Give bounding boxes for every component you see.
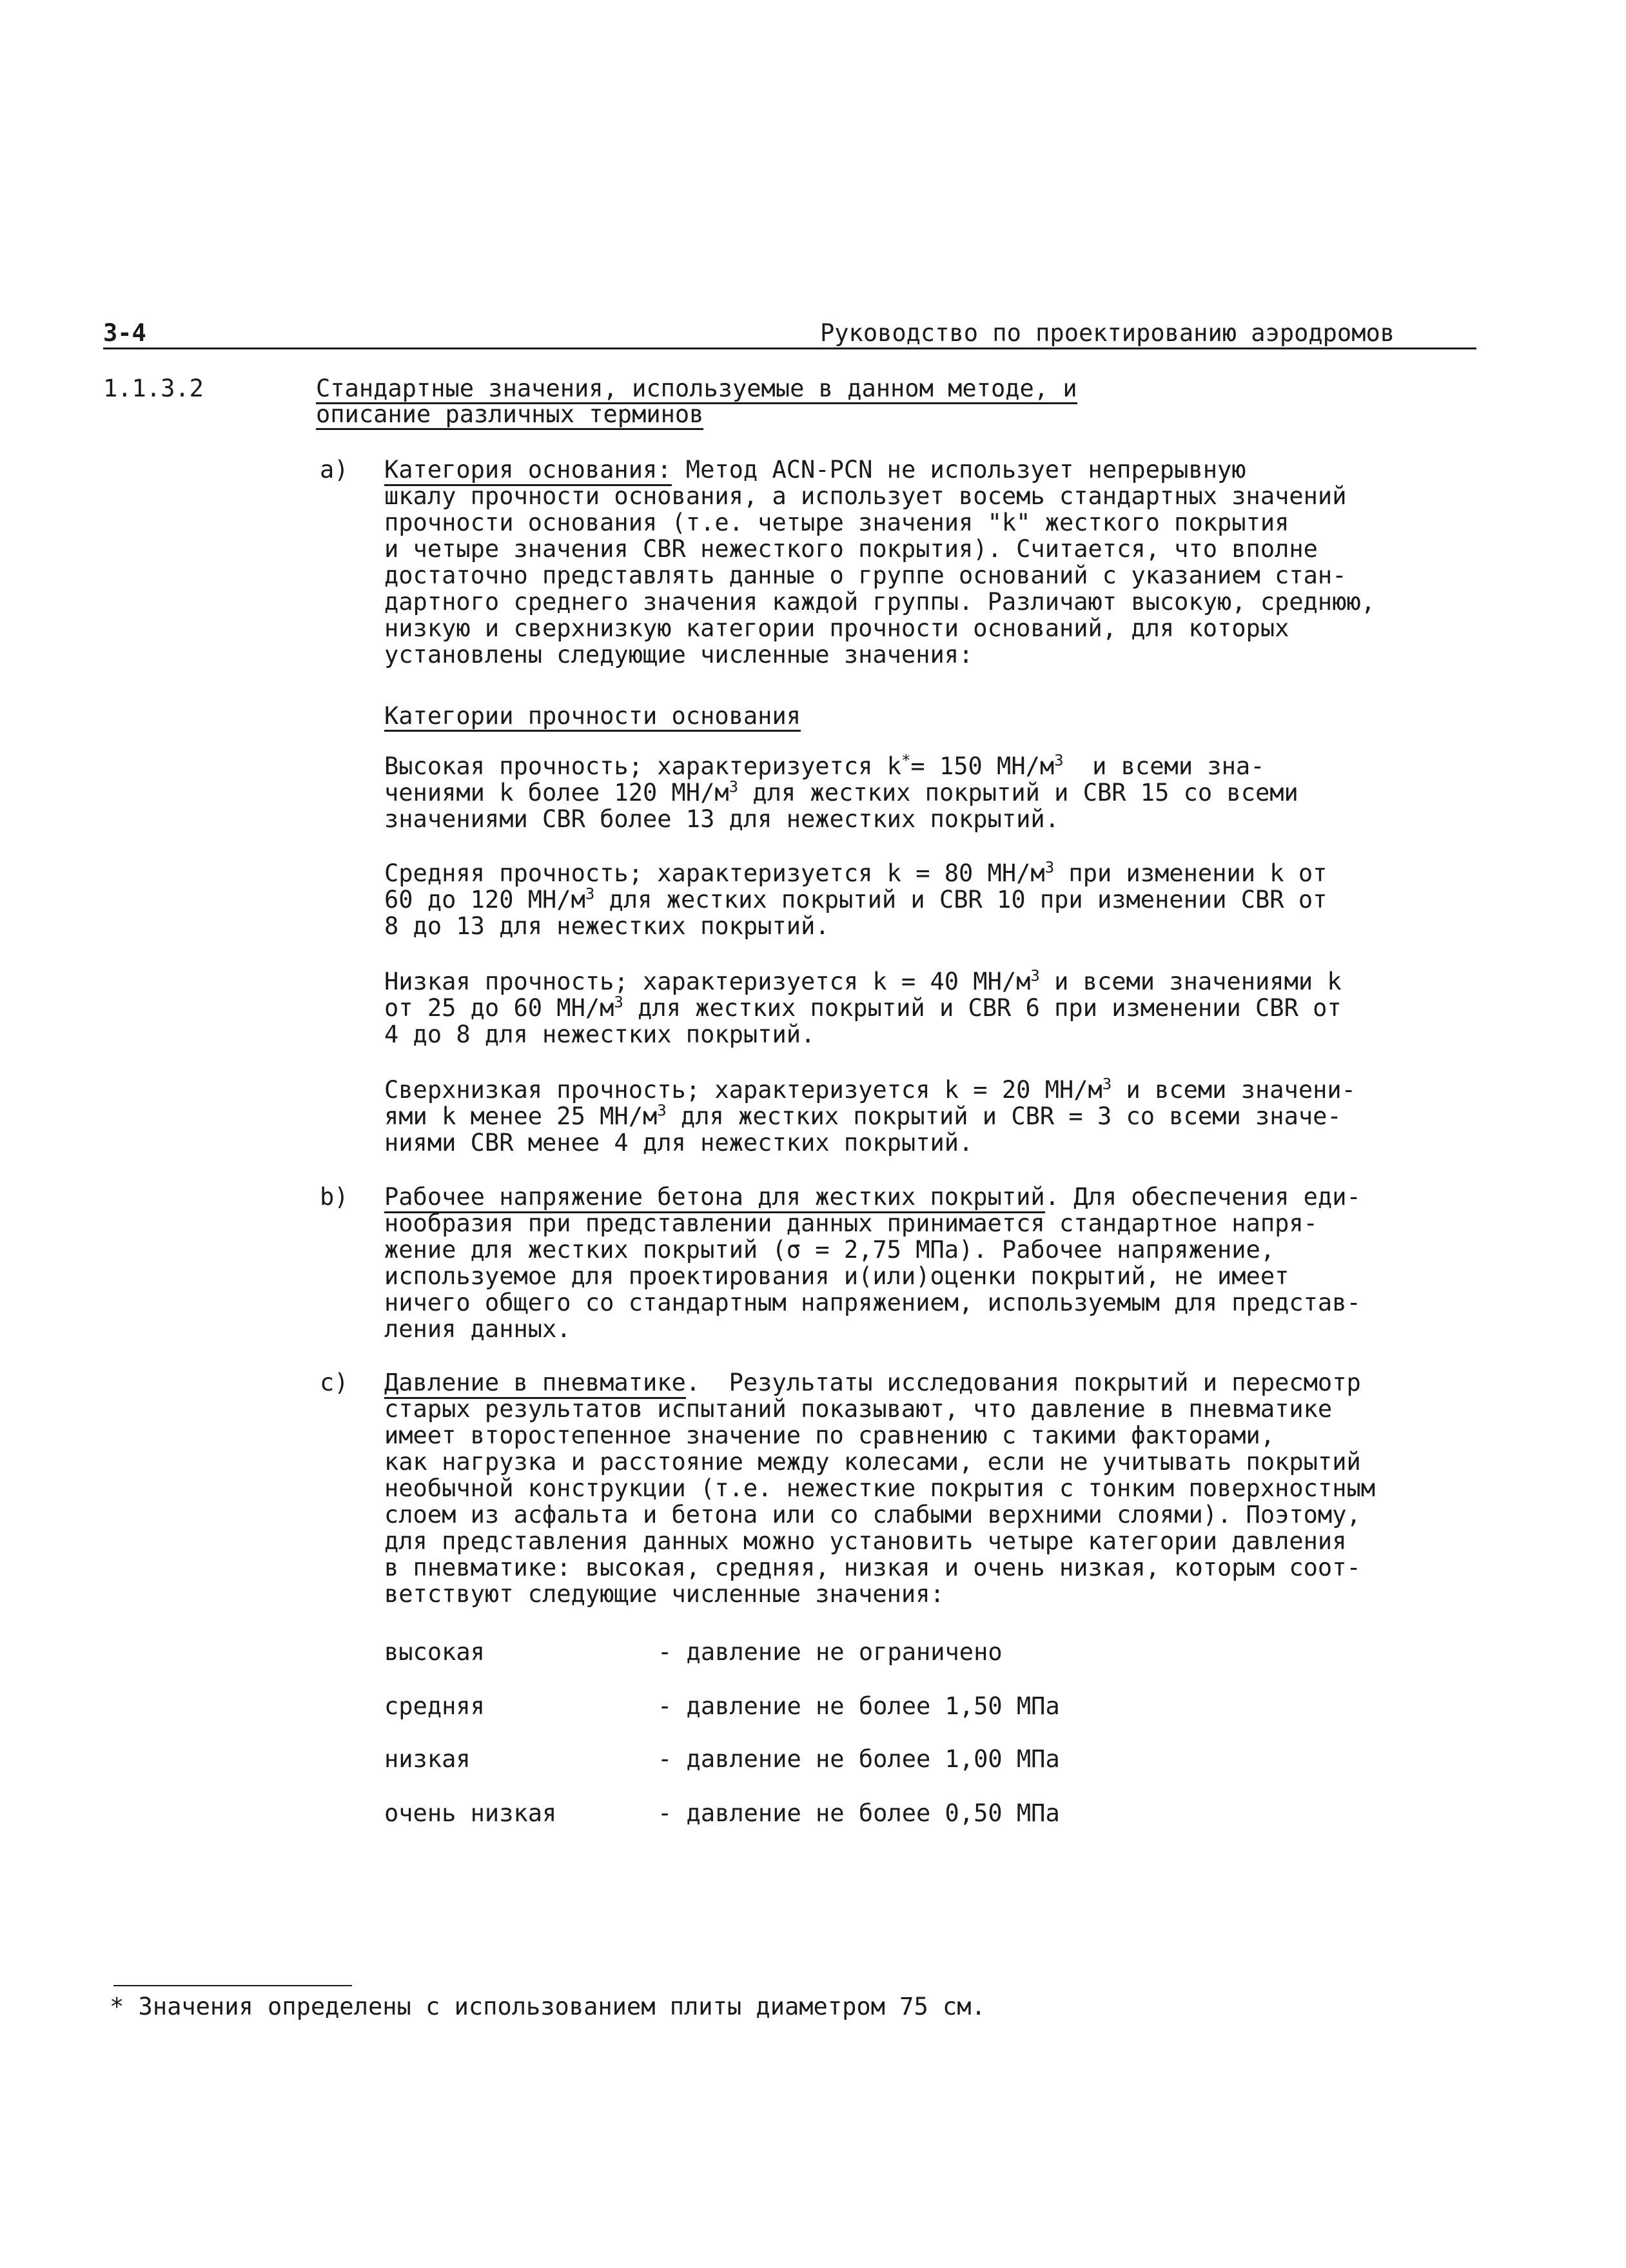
header-rule — [103, 347, 1476, 349]
section-title-line1: Стандартные значения, используемые в данном методе, и — [316, 375, 1077, 404]
superscript-3: 3 — [729, 777, 739, 796]
item-c-line: ветствуют следующие численные значения: — [384, 1580, 945, 1608]
high-line1a: Высокая прочность; характеризуется k — [384, 752, 901, 780]
item-a-line: установлены следующие численные значения: — [384, 641, 974, 669]
medium-line1b: при изменении k от — [1054, 859, 1327, 887]
item-c-line1-rest: . Результаты исследования покрытий и пересмотр — [685, 1369, 1361, 1396]
medium-line2a: 60 до 120 МН/м — [384, 886, 585, 914]
high-line3: значениями CBR более 13 для нежестких покрытий. — [384, 805, 1059, 833]
footnote-rule — [113, 1985, 352, 1986]
pressure-category: средняя — [384, 1692, 485, 1720]
item-b-line: нообразия при представлении данных принимается стандартное напря- — [384, 1209, 1318, 1237]
pressure-category: низкая — [384, 1745, 471, 1773]
superscript-3: 3 — [1044, 858, 1055, 877]
superscript-3: 3 — [1030, 966, 1040, 985]
low-line1a: Низкая прочность; характеризуется k = 40 МН/м — [384, 968, 1031, 995]
item-a-line: достаточно представлять данные о группе оснований с указанием стан- — [384, 562, 1347, 589]
pressure-value: - давление не более 1,50 МПа — [658, 1692, 1060, 1720]
item-a-marker: a) — [320, 456, 349, 484]
item-c-marker: c) — [320, 1369, 349, 1396]
item-c-line: слоем из асфальта и бетона или со слабыми верхними слоями). Поэтому, — [384, 1501, 1361, 1529]
item-b-line: ничего общего со стандартным напряжением, используемым для представ- — [384, 1289, 1361, 1316]
low-line2b: для жестких покрытий и CBR 6 при изменении CBR от — [623, 994, 1342, 1022]
high-line2a: чениями k более 120 МН/м — [384, 779, 729, 807]
superscript-3: 3 — [1054, 751, 1064, 770]
item-a-line1 — [384, 456, 1375, 483]
medium-line2b: для жестких покрытий и CBR 10 при изменении CBR от — [594, 886, 1327, 914]
categories-heading: Категории прочности основания — [384, 703, 801, 732]
item-b-heading: Рабочее напряжение бетона для жестких покрытий — [384, 1183, 1045, 1213]
low-line2a: от 25 до 60 МН/м — [384, 994, 614, 1022]
item-a-line: и четыре значения CBR нежесткого покрытия). Считается, что вполне — [384, 535, 1318, 563]
item-c-line: необычной конструкции (т.е. нежесткие покрытия с тонким поверхностным — [384, 1474, 1376, 1502]
item-a-line: шкалу прочности основания, а использует восемь стандартных значений — [384, 482, 1347, 510]
superscript-3: 3 — [585, 885, 595, 903]
ultralow-line3: ниями CBR менее 4 для нежестких покрытий. — [384, 1129, 974, 1157]
category-ultralow — [384, 1077, 1356, 1156]
item-c-heading: Давление в пневматике — [384, 1369, 686, 1399]
item-c-line: для представления данных можно установить четыре категории давления — [384, 1527, 1347, 1555]
item-b-line1-rest: . Для обеспечения еди- — [1044, 1183, 1361, 1211]
high-line1c: и всеми зна- — [1063, 752, 1265, 780]
pressure-category: высокая — [384, 1638, 485, 1666]
item-c-line: имеет второстепенное значение по сравнению с такими факторами, — [384, 1422, 1275, 1449]
item-b-line: ления данных. — [384, 1315, 571, 1343]
item-b-line: используемое для проектирования и(или)оценки покрытий, не имеет — [384, 1262, 1289, 1290]
running-title: Руководство по проектированию аэродромов — [820, 319, 1395, 347]
category-high — [384, 753, 1298, 832]
item-c-line: как нагрузка и расстояние между колесами, если не учитывать покрытий — [384, 1448, 1361, 1476]
pressure-value: - давление не более 0,50 МПа — [658, 1799, 1060, 1827]
pressure-value: - давление не ограничено — [658, 1638, 1003, 1666]
section-title-line2: описание различных терминов — [316, 401, 703, 430]
section-number: 1.1.3.2 — [103, 375, 204, 402]
item-a-paragraph — [384, 456, 1375, 668]
item-c-line1 — [384, 1369, 1375, 1396]
ultralow-line1b: и всеми значени- — [1112, 1076, 1356, 1104]
high-line2b: для жестких покрытий и CBR 15 со всеми — [738, 779, 1298, 807]
item-b-paragraph — [384, 1184, 1361, 1342]
item-a-line: низкую и сверхнизкую категории прочности оснований, для которых — [384, 614, 1289, 642]
item-a-line1-rest: Метод ACN-PCN не использует непрерывную — [671, 456, 1246, 484]
category-medium — [384, 860, 1327, 939]
item-b-line: жение для жестких покрытий (σ = 2,75 МПа). Рабочее напряжение, — [384, 1236, 1275, 1264]
pressure-category: очень низкая — [384, 1799, 557, 1827]
page-number: 3-4 — [103, 319, 146, 347]
medium-line3: 8 до 13 для нежестких покрытий. — [384, 912, 830, 940]
category-low — [384, 968, 1342, 1048]
item-a-line: дартного среднего значения каждой группы. Различают высокую, среднюю, — [384, 588, 1376, 616]
superscript-3: 3 — [1102, 1075, 1112, 1093]
ultralow-line2a: ями k менее 25 МН/м — [384, 1102, 658, 1130]
footnote: * Значения определены с использованием плиты диаметром 75 см. — [110, 1993, 986, 2020]
medium-line1a: Средняя прочность; характеризуется k = 80 МН/м — [384, 859, 1045, 887]
item-b-line1 — [384, 1184, 1361, 1210]
pressure-value: - давление не более 1,00 МПа — [658, 1745, 1060, 1773]
ultralow-line1a: Сверхнизкая прочность; характеризуется k = 20 МН/м — [384, 1076, 1102, 1104]
high-line1b: = 150 МН/м — [910, 752, 1055, 780]
item-a-line: прочности основания (т.е. четыре значения "k" жесткого покрытия — [384, 509, 1289, 536]
item-a-heading: Категория основания: — [384, 456, 672, 486]
low-line3: 4 до 8 для нежестких покрытий. — [384, 1021, 816, 1048]
superscript-3: 3 — [614, 993, 623, 1012]
item-c-line: в пневматике: высокая, средняя, низкая и очень низкая, которым соот- — [384, 1554, 1361, 1581]
footnote-star: * — [901, 751, 911, 770]
superscript-3: 3 — [657, 1101, 667, 1120]
low-line1b: и всеми значениями k — [1039, 968, 1342, 995]
item-b-marker: b) — [320, 1183, 349, 1211]
item-c-line: старых результатов испытаний показывают, что давление в пневматике — [384, 1395, 1333, 1423]
ultralow-line2b: для жестких покрытий и CBR = 3 со всеми значе- — [666, 1102, 1342, 1130]
item-c-paragraph — [384, 1369, 1375, 1607]
